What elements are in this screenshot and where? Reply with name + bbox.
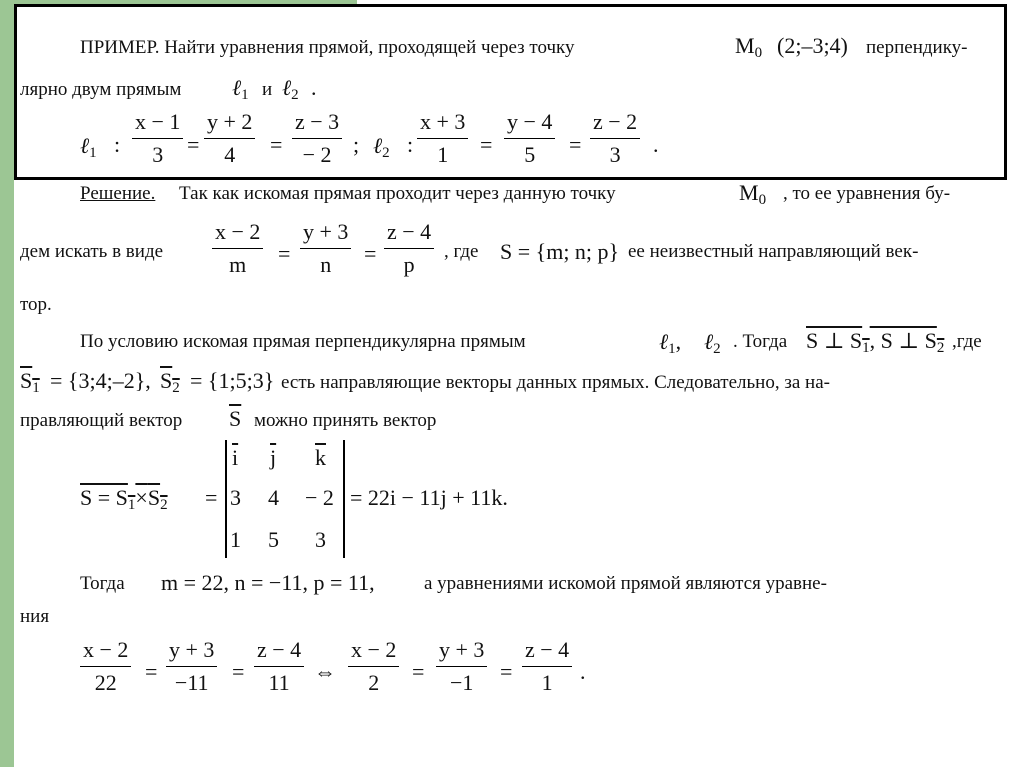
det-cell: $\overline{i}$ — [232, 445, 239, 470]
det-cell: 4 — [268, 485, 279, 510]
answer-fraction-x: $\frac{x - 2}{22}$ — [80, 638, 131, 695]
eq-sign: = — [364, 241, 377, 266]
eq-sign: = — [145, 659, 158, 684]
condition-text2: есть направляющие векторы данных прямых. Следовательно, за на- — [281, 372, 830, 393]
s1-value: = {3;4;–2}, — [50, 368, 151, 393]
line-l2-ref: ℓ$_2$ — [282, 75, 299, 103]
cond-l2: ℓ$_2$ — [704, 329, 721, 357]
solution-text1-end: , то ее уравнения бу- — [783, 183, 951, 204]
cross-lhs: $S = S_1\times S_2$ — [80, 485, 168, 513]
l2-fraction-z: $\frac{z - 2}{3}$ — [590, 110, 640, 167]
determinant-left-bar — [225, 440, 227, 558]
solution-label: Решение. — [80, 183, 156, 204]
final-values: m = 22, n = −11, p = 11, — [161, 570, 375, 595]
answer-fraction-y: $\frac{y + 3}{-11}$ — [166, 638, 217, 695]
l2-fraction-y: $\frac{y - 4}{5}$ — [504, 110, 555, 167]
det-cell: 3 — [315, 527, 326, 552]
l1-fraction-y: $\frac{y + 2}{4}$ — [204, 110, 255, 167]
det-cell: 5 — [268, 527, 279, 552]
det-cell: 3 — [230, 485, 241, 510]
l1-fraction-x: $\frac{x - 1}{3}$ — [132, 110, 183, 167]
condition-text1: По условию искомая прямая перпендикулярна прямым — [80, 331, 526, 352]
s1-vector: $S_1$ — [20, 368, 40, 396]
eq-l2-colon: : — [407, 132, 414, 157]
condition-text3: правляющий вектор — [20, 410, 183, 431]
eq-end-dot: . — [653, 132, 659, 157]
example-and: и — [262, 79, 273, 100]
eq-sign: = — [232, 659, 245, 684]
equivalence-sign: ⇔ — [314, 659, 336, 684]
eq-l1-label: ℓ$_1$ — [80, 133, 97, 161]
example-line2: лярно двум прямым — [20, 79, 182, 100]
answer-fraction-z-simplified: $\frac{z - 4}{1}$ — [522, 638, 572, 695]
vector-s: $\overline{S}$ — [229, 406, 242, 431]
eq-l1-colon: : — [114, 132, 121, 157]
eq-sign: = — [270, 132, 283, 157]
final-text: а уравнениями искомой прямой являются уравне- — [424, 573, 827, 594]
final-end-dot: . — [580, 659, 586, 684]
eq-sign: = — [569, 132, 582, 157]
condition-then: . Тогда — [733, 331, 788, 352]
eq-l2-label: ℓ$_2$ — [373, 133, 390, 161]
solution-m0: $M_0$ — [739, 180, 767, 208]
eq-sign: = — [480, 132, 493, 157]
cond-l1: ℓ$_1$, — [659, 329, 682, 357]
point-coords: (2;–3;4) — [777, 33, 848, 58]
condition-text3-end: можно принять вектор — [254, 410, 437, 431]
eq-separator: ; — [353, 132, 360, 157]
eq-sign: = — [278, 241, 291, 266]
solution-text2-end: ее неизвестный направляющий век- — [628, 241, 919, 262]
l1-fraction-z: $\frac{z - 3}{- 2}$ — [292, 110, 342, 167]
determinant-right-bar — [343, 440, 345, 558]
s2-value: = {1;5;3} — [190, 368, 275, 393]
answer-fraction-x-simplified: $\frac{x - 2}{2}$ — [348, 638, 399, 695]
perp-relation: S ⊥ $S_1$, S ⊥ $S_2$ — [806, 328, 945, 356]
line-l1-ref: ℓ$_1$ — [232, 75, 249, 103]
s2-vector: $S_2$ — [160, 368, 180, 396]
condition-where: ,где — [952, 331, 982, 352]
solution-where: , где — [444, 241, 479, 262]
line-fraction-z: $\frac{z - 4}{p}$ — [384, 220, 434, 277]
example-line1: ПРИМЕР. Найти уравнения прямой, проходящей через точку — [80, 37, 575, 58]
example-dot: . — [311, 75, 317, 100]
solution-text2: дем искать в виде — [20, 241, 164, 262]
cross-eq: = — [205, 485, 218, 510]
eq-sign: = — [412, 659, 425, 684]
example-line1-end: перпендику- — [866, 37, 968, 58]
line-fraction-y: $\frac{y + 3}{n}$ — [300, 220, 351, 277]
det-cell: 1 — [230, 527, 241, 552]
eq-sign: = — [187, 132, 200, 157]
det-cell: $\overline{j}$ — [270, 445, 277, 470]
eq-sign: = — [500, 659, 513, 684]
det-cell: − 2 — [305, 485, 334, 510]
det-cell: $\overline{k}$ — [315, 445, 326, 470]
answer-fraction-y-simplified: $\frac{y + 3}{-1}$ — [436, 638, 487, 695]
answer-fraction-z: $\frac{z - 4}{11}$ — [254, 638, 304, 695]
l2-fraction-x: $\frac{x + 3}{1}$ — [417, 110, 468, 167]
final-text2: ния — [20, 606, 50, 627]
vector-s-definition: S = {m; n; p} — [500, 239, 620, 264]
line-fraction-x: $\frac{x - 2}{m}$ — [212, 220, 263, 277]
cross-result: = 22i − 11j + 11k. — [350, 485, 508, 510]
final-then: Тогда — [80, 573, 125, 594]
point-m0: $M_0$ — [735, 33, 763, 61]
solution-text1: Так как искомая прямая проходит через данную точку — [179, 183, 616, 204]
solution-text3: тор. — [20, 294, 52, 315]
